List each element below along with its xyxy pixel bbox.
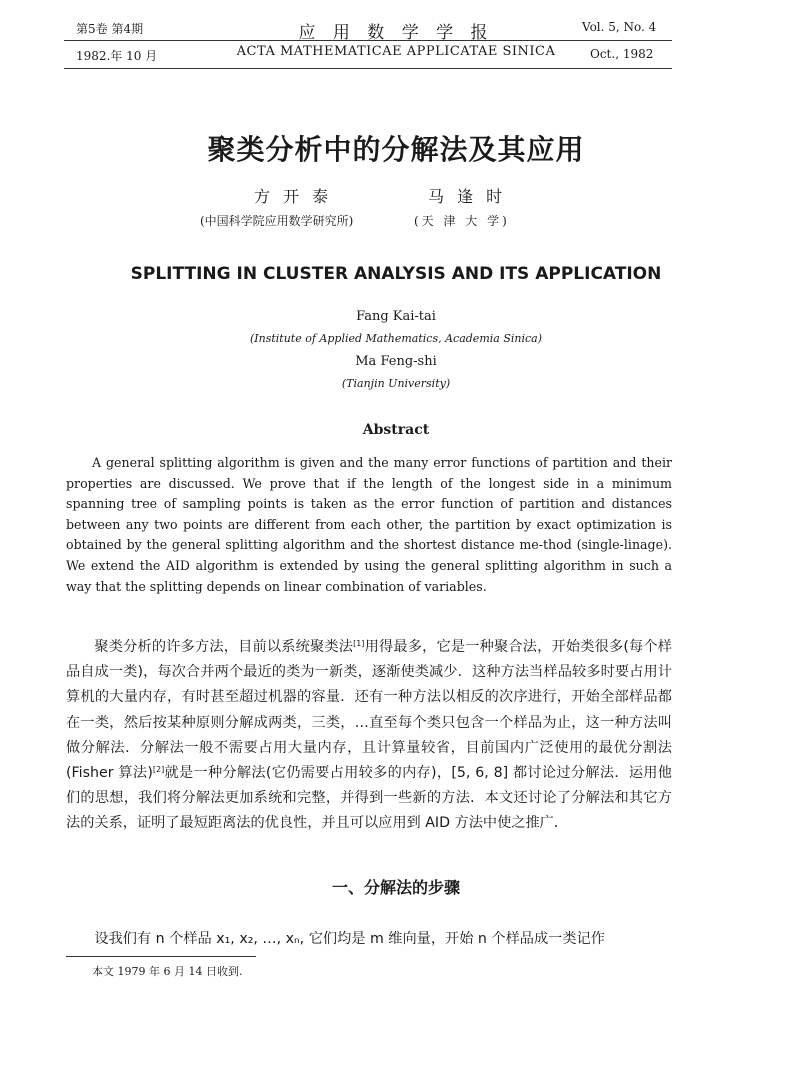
author-affiliation-cn: (天 津 大 学) <box>414 214 510 228</box>
author-affiliation-en: (Tianjin University) <box>341 377 451 390</box>
author-name-cn: 马 逢 时 <box>428 187 507 206</box>
paper-title-cn: 聚类分析中的分解法及其应用 <box>207 133 585 166</box>
publication-date-cn: 1982.年 10 月 <box>76 49 158 63</box>
intro-text: 用得最多，它是一种聚合法，开始类很多(每个样品自成一类)，每次合并两个最近的类为一新类，逐渐使类减少．这种方法当样品较多时要占用计算机的大量内存，有时甚至超过机器的容量．还有一种方法以相反的次序进行，开始全部样品都在一类，然后按某种原则分解成两类，三类，…直至每个类只包含一个样品为止，这一种方法叫做分解法．分解法一般不需要占用大量内存，且计算量较省，目前国内广泛使用的最优分割法 (Fisher 算法) <box>66 639 672 782</box>
introduction-paragraph <box>66 635 672 837</box>
header-divider <box>64 40 672 41</box>
section-first-line: 设我们有 n 个样品 x₁, x₂, …, xₙ, 它们均是 m 维向量，开始 n 个样品成一类记作 <box>94 931 605 947</box>
introduction-body <box>66 635 672 837</box>
publication-date-en: Oct., 1982 <box>590 47 654 61</box>
footnote-divider <box>66 956 256 957</box>
paper-title-en: SPLITTING IN CLUSTER ANALYSIS AND ITS APPLICATION <box>130 264 662 284</box>
abstract-paragraph: A general splitting algorithm is given and the many error functions of partition and their properties are discussed. We prove that if the length of the longest side in a minimum spanning tree of sampling points is taken as the error function of partition and distances between any two points are different from each other, the partition by exact optimization is obtained by the general splitting algorithm and the shortest distance me-thod (single-linage). We extend the AID algorithm is extended by using the general splitting algorithm in such a way that the splitting depends on linear combination of variables. <box>66 455 672 594</box>
intro-text: 聚类分析的许多方法，目前以系统聚类法 <box>94 639 354 655</box>
journal-title-en: ACTA MATHEMATICAE APPLICATAE SINICA <box>236 44 556 59</box>
author-name-cn: 方 开 泰 <box>254 187 333 206</box>
volume-issue-cn: 第5卷 第4期 <box>76 22 144 36</box>
author-affiliation-cn: (中国科学院应用数学研究所) <box>200 214 354 228</box>
intro-text: 就是一种分解法(它仍需要占用较多的内存)，[5, 6, 8] 都讨论过分解法．运用他们的思想，我们将分解法更加系统和完整，并得到一些新的方法．本文还讨论了分解法和其它方法的关系，证明了最短距离法的优良性，并且可以应用到 AID 方法中使之推广． <box>66 765 672 832</box>
author-name-en: Fang Kai-tai <box>356 309 436 324</box>
citation-ref: [1] <box>353 639 365 648</box>
abstract-heading: Abstract <box>362 422 430 438</box>
header-bottom-rule <box>64 68 672 69</box>
author-affiliation-en: (Institute of Applied Mathematics, Academia Sinica) <box>250 332 542 345</box>
abstract-body <box>66 453 672 597</box>
section-heading: 一、分解法的步骤 <box>331 878 460 897</box>
volume-issue-en: Vol. 5, No. 4 <box>582 20 657 34</box>
author-name-en: Ma Feng-shi <box>355 354 437 369</box>
footnote: 本文 1979 年 6 月 14 日收到. <box>92 965 243 978</box>
citation-ref: [2] <box>152 765 165 775</box>
journal-title-cn: 应 用 数 学 学 报 <box>298 23 494 43</box>
